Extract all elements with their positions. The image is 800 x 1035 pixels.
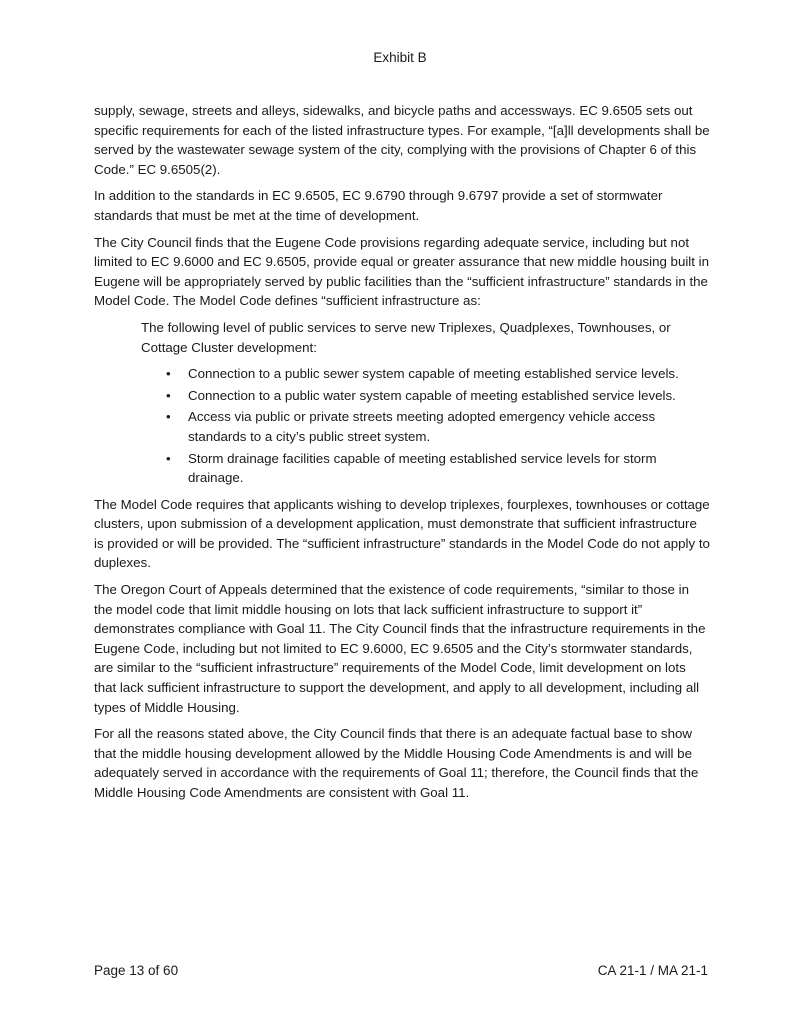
- block-quote: [141, 318, 710, 488]
- quote-lead: The following level of public services to serve new Triplexes, Quadplexes, Townhouses, or Cottage Cluster development:: [141, 319, 671, 355]
- list-item: [166, 386, 710, 406]
- body-paragraph: supply, sewage, streets and alleys, sidewalks, and bicycle paths and accessways. EC 9.6505 sets out specific requirements for each of the listed infrastructure types. For example, “[a]ll developments shall be served by the wastewater sewage system of the city, complying with the provisions of Chapter 6 of this Code.” EC 9.6505(2).: [94, 103, 710, 177]
- body-paragraph: For all the reasons stated above, the City Council finds that there is an adequate factual base to show that the middle housing development allowed by the Middle Housing Code Amendments is and will be adequately served in accordance with the requirements of Goal 11; therefore, the Council finds that the Middle Housing Code Amendments are consistent with Goal 11.: [94, 726, 699, 800]
- bullet-icon: •: [166, 366, 171, 382]
- body-paragraph: The Oregon Court of Appeals determined that the existence of code requirements, “similar to those in the model code that limit middle housing on lots that lack sufficient infrastructure to support it” demonstrates compliance with Goal 11. The City Council finds that the infrastructure requirements in the Eugene Code, including but not limited to EC 9.6000, EC 9.6505 and the City’s stormwater standards, are similar to the “sufficient infrastructure” requirements of the Model Code, limit development on lots that lack sufficient infrastructure to support the development, and apply to all development, including all types of Middle Housing.: [94, 582, 706, 715]
- body-paragraph: The Model Code requires that applicants wishing to develop triplexes, fourplexes, townhouses or cottage clusters, upon submission of a development application, must demonstrate that sufficient infrastructure is provided or will be provided. The “sufficient infrastructure” standards in the Model Code do not apply to duplexes.: [94, 496, 710, 571]
- bullet-list: [141, 364, 710, 488]
- body-paragraph: In addition to the standards in EC 9.6505, EC 9.6790 through 9.6797 provide a set of stormwater standards that must be met at the time of development.: [94, 188, 663, 223]
- case-number: CA 21-1 / MA 21-1: [597, 963, 708, 978]
- document-body: [94, 101, 710, 810]
- bullet-icon: •: [166, 409, 171, 425]
- bullet-icon: •: [166, 387, 171, 403]
- bullet-icon: •: [166, 450, 171, 466]
- list-item: [166, 407, 710, 446]
- list-item-text: Connection to a public sewer system capable of meeting established service levels.: [188, 366, 679, 382]
- page-header: [0, 49, 800, 67]
- body-paragraph: The City Council finds that the Eugene Code provisions regarding adequate service, including but not limited to EC 9.6000 and EC 9.6505, provide equal or greater assurance that new middle housing built in Eugene will be appropriately served by public facilities than the “sufficient infrastructure” standards in the Model Code. The Model Code defines “sufficient infrastructure as:: [94, 234, 709, 309]
- page-number: Page 13 of 60: [94, 963, 179, 978]
- page-footer: [94, 962, 708, 980]
- list-item-text: Connection to a public water system capable of meeting established service levels.: [188, 387, 676, 403]
- list-item: [166, 364, 710, 384]
- list-item: [166, 449, 710, 488]
- exhibit-title: Exhibit B: [373, 50, 427, 65]
- list-item-text: Access via public or private streets meeting adopted emergency vehicle access standards to a city’s public street system.: [188, 409, 656, 444]
- list-item-text: Storm drainage facilities capable of meeting established service levels for storm drainage.: [188, 450, 657, 486]
